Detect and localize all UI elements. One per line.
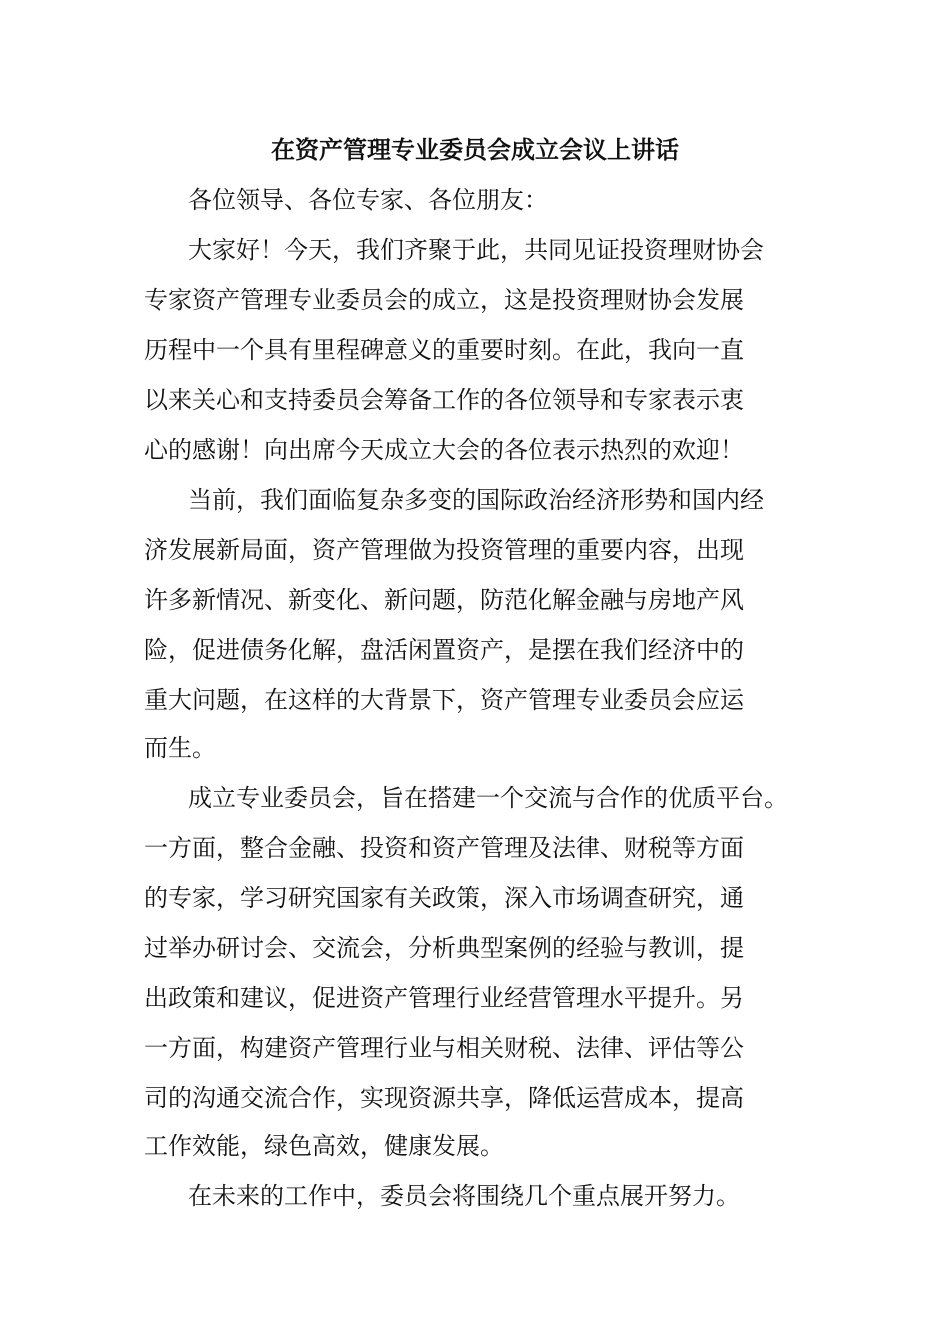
paragraph-line: 历程中一个具有里程碑意义的重要时刻。在此，我向一直 [144,336,744,364]
paragraph-line: 专家资产管理专业委员会的成立，这是投资理财协会发展 [144,286,744,314]
paragraph-line: 而生。 [144,734,216,762]
paragraph-line: 工作效能，绿色高效，健康发展。 [144,1132,504,1160]
paragraph-line: 以来关心和支持委员会筹备工作的各位领导和专家表示衷 [144,386,744,414]
paragraph-line: 过举办研讨会、交流会，分析典型案例的经验与教训，提 [144,934,744,962]
document-title: 在资产管理专业委员会成立会议上讲话 [271,136,679,164]
paragraph-line: 一方面，整合金融、投资和资产管理及法律、财税等方面 [144,834,744,862]
paragraph-line: 险，促进债务化解，盘活闲置资产，是摆在我们经济中的 [144,636,744,664]
paragraph-line: 司的沟通交流合作，实现资源共享，降低运营成本，提高 [144,1084,744,1112]
paragraph-line: 大家好！今天，我们齐聚于此，共同见证投资理财协会 [188,236,764,264]
paragraph-line: 出政策和建议，促进资产管理行业经营管理水平提升。另 [144,984,744,1012]
paragraph-line: 在未来的工作中，委员会将围绕几个重点展开努力。 [188,1182,740,1210]
paragraph-line: 心的感谢！向出席今天成立大会的各位表示热烈的欢迎！ [144,436,744,464]
paragraph-line: 许多新情况、新变化、新问题，防范化解金融与房地产风 [144,586,744,614]
paragraph-line: 当前，我们面临复杂多变的国际政治经济形势和国内经 [188,486,764,514]
paragraph-line: 重大问题，在这样的大背景下，资产管理专业委员会应运 [144,686,744,714]
paragraph-line: 成立专业委员会，旨在搭建一个交流与合作的优质平台。 [188,784,788,812]
salutation-line: 各位领导、各位专家、各位朋友： [188,186,548,214]
paragraph-line: 的专家，学习研究国家有关政策，深入市场调查研究，通 [144,884,744,912]
paragraph-line: 一方面，构建资产管理行业与相关财税、法律、评估等公 [144,1034,744,1062]
paragraph-line: 济发展新局面，资产管理做为投资管理的重要内容，出现 [144,536,744,564]
